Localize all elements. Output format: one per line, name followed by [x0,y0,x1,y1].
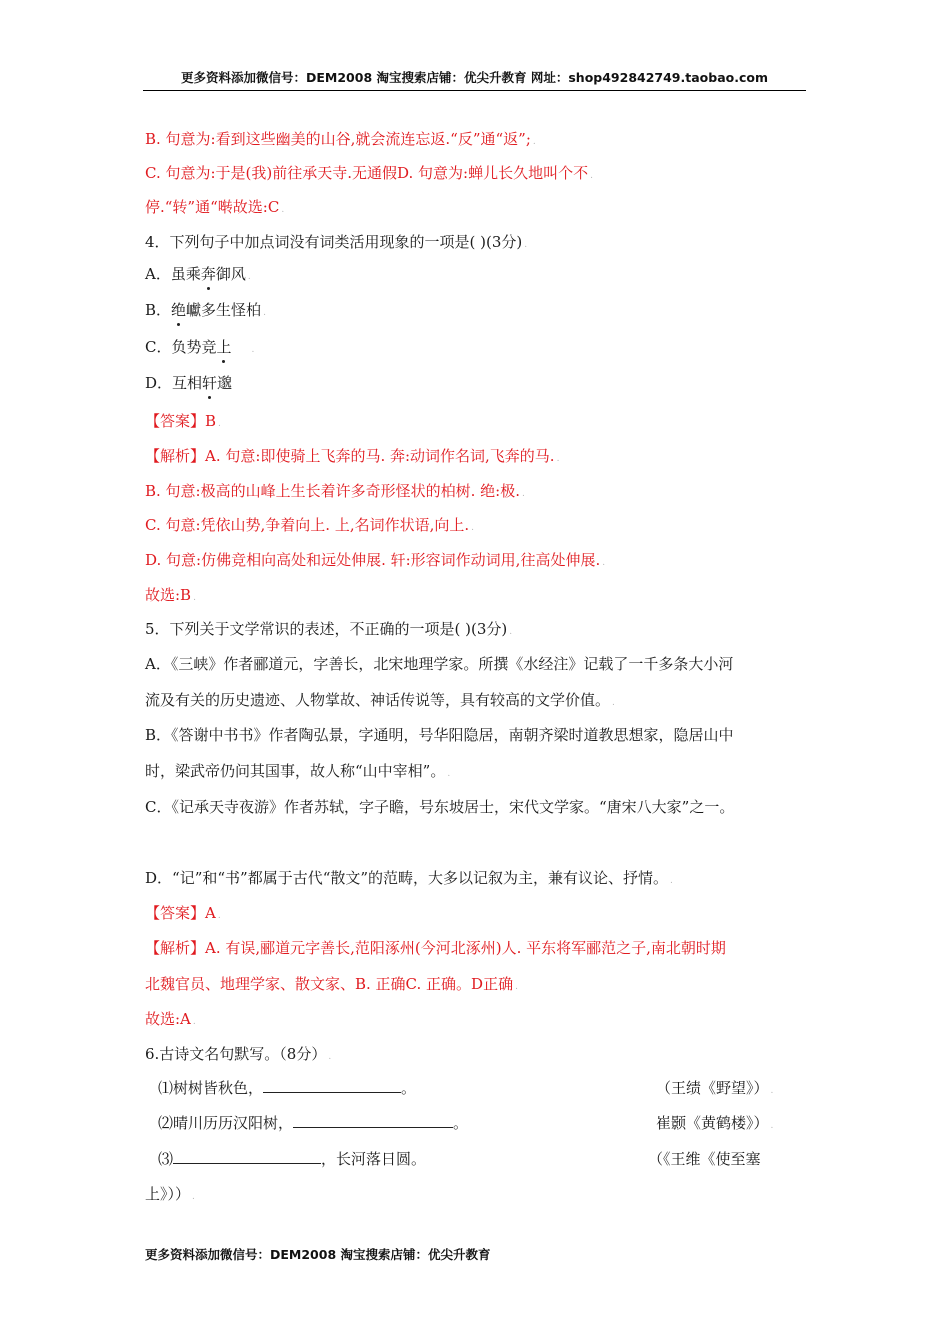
q4-explain-b: B. 句意:极高的山峰上生长着许多奇形怪状的柏树. 绝:极. . [145,482,525,500]
q4-stem: 4．下列句子中加点词没有词类活用现象的一项是( )(3分) . [145,233,528,251]
q6-item-3: ⑶ ，长河落日圆。 [158,1150,427,1168]
q5-answer: 【答案】A . [145,904,221,922]
q5-option-a-1: A．《三峡》作者郦道元，字善长，北宋地理学家。所撰《水经注》记载了一千多条大小河 [145,655,734,673]
emphasis-dot: 奔 [200,265,216,283]
q6-item-1-source: （王绩《野望》） . [656,1079,774,1097]
q5-option-b-2: 时，梁武帝仍问其国事，故人称“山中宰相”。 . [145,762,451,780]
q6-item-3-source: （《王维《使至塞 [648,1150,761,1168]
emphasis-dot: 上 [216,338,232,356]
q5-option-b-1: B．《答谢中书书》作者陶弘景，字通明，号华阳隐居，南朝齐梁时道教思想家，隐居山中 [145,726,734,744]
q4-choice: 故选:B . [145,586,196,604]
q4-option-c: C．负势竞上 . [145,338,255,356]
q5-explain-2: 北魏官员、地理学家、散文家、B. 正确C. 正确。D正确 . [145,975,518,993]
q6-stem: 6.古诗文名句默写。（8分） . [145,1045,332,1063]
q5-choice: 故选:A . [145,1010,196,1028]
q6-item-2: ⑵晴川历历汉阳树， 。 [158,1114,469,1132]
q5-option-a-2: 流及有关的历史遗迹、人物掌故、神话传说等，具有较高的文学价值。 . [145,691,615,709]
q5-explain-1: 【解析】A. 有误,郦道元字善长,范阳涿州(今河北涿州)人. 平东将军郦范之子,南北朝时期 [145,939,726,957]
q4-explain-a: 【解析】A. 句意:即使骑上飞奔的马. 奔:动词作名词,飞奔的马. . [145,447,560,465]
page-header: 更多资料添加微信号：DEM2008 淘宝搜索店铺：优尖升教育 网址：shop492842749.taobao.com [143,68,806,91]
answer-blank[interactable] [293,1112,453,1128]
answer-blank[interactable] [173,1148,321,1164]
q6-item-2-source: 崔颢《黄鹤楼》） . [656,1114,774,1132]
q4-explain-c: C. 句意:凭依山势,争着向上. 上,名词作状语,向上. . [145,516,475,534]
q5-option-d: D．“记”和“书”都属于古代“散文”的范畴，大多以记叙为主，兼有议论、抒情。 . [145,869,673,887]
q4-option-a: A．虽乘奔御风 . [145,265,251,283]
q4-option-d: D．互相轩邈 [145,374,233,392]
q6-item-1: ⑴树树皆秋色， 。 [158,1079,417,1097]
page-footer: 更多资料添加微信号：DEM2008 淘宝搜索店铺：优尖升教育 [145,1247,491,1262]
answer-blank[interactable] [263,1077,401,1093]
q5-option-c: C．《记承天寺夜游》作者苏轼，字子瞻，号东坡居士，宋代文学家。“唐宋八大家”之一。 [145,798,735,816]
q3-explain-b: B. 句意为:看到这些幽美的山谷,就会流连忘返.“反”通“返”; . [145,130,536,148]
q3-explain-c-1: C. 句意为:于是(我)前往承天寺.无通假D. 句意为:蝉儿长久地叫个不 . [145,164,593,182]
q5-stem: 5．下列关于文学常识的表述，不正确的一项是( )(3分) . [145,620,513,638]
q6-item-3-source-cont: 上》）） . [145,1185,195,1203]
q4-option-b: B．绝巘多生怪柏 . [145,301,266,319]
q4-answer: 【答案】B . [145,412,221,430]
q3-explain-c-2: 停.“转”通“啭故选:C . [145,198,285,216]
q4-explain-d: D. 句意:仿佛竞相向高处和远处伸展. 轩:形容词作动词用,往高处伸展. . [145,551,606,569]
emphasis-dot: 绝 [171,301,187,319]
emphasis-dot: 轩 [202,374,218,392]
